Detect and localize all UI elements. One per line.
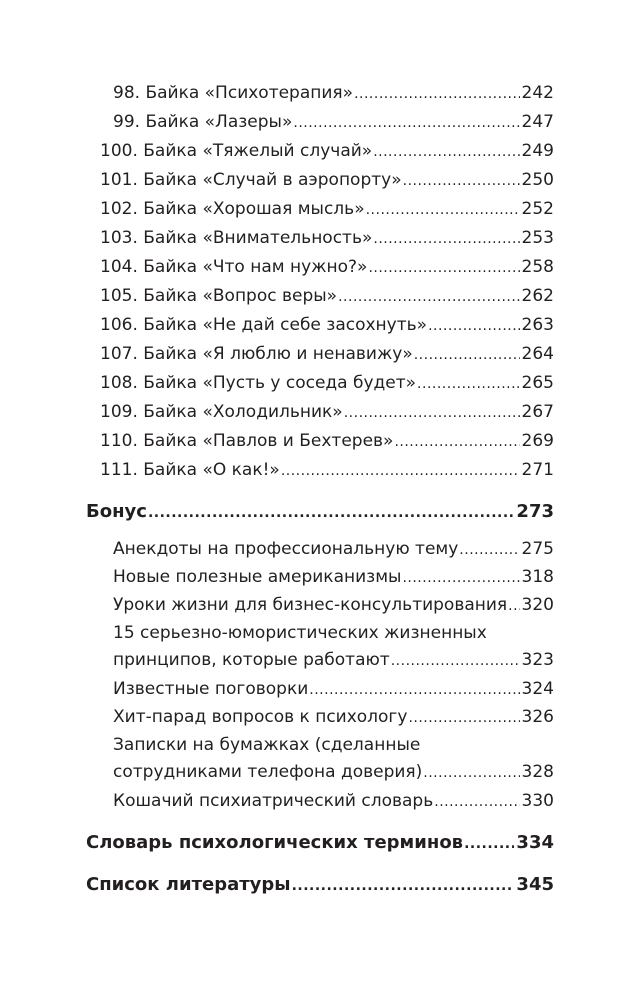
dot-leader [148, 499, 514, 527]
dot-leader [366, 196, 520, 224]
dot-leader [394, 428, 519, 456]
toc-entry[interactable] [100, 253, 554, 282]
dot-leader [434, 788, 519, 816]
entry-title: 111. Байка «О как!» [100, 460, 280, 480]
entry-title: 104. Байка «Что нам нужно?» [100, 257, 368, 277]
toc-entry[interactable] [113, 646, 554, 675]
dot-leader [508, 592, 519, 620]
dot-leader [403, 167, 520, 195]
entry-title: 105. Байка «Вопрос веры» [100, 286, 338, 306]
dot-leader [459, 536, 519, 564]
toc-entry[interactable] [113, 758, 554, 787]
entry-title: Новые полезные американизмы [113, 567, 402, 587]
page-number: 271 [521, 460, 554, 480]
page-number: 242 [521, 83, 554, 103]
dot-leader [423, 759, 519, 787]
entry-title: Анекдоты на профессиональную тему [113, 539, 459, 559]
toc-entry[interactable] [113, 535, 554, 564]
toc-entry[interactable] [100, 398, 554, 427]
dot-leader [408, 704, 519, 732]
page-number: 250 [521, 170, 554, 190]
toc-entry[interactable] [113, 79, 554, 108]
section-title: Список литературы [86, 874, 291, 895]
entry-title: 110. Байка «Павлов и Бехтерев» [100, 431, 394, 451]
entry-title: принципов, которые работают [113, 650, 390, 670]
dot-leader [338, 283, 519, 311]
dot-leader [344, 399, 520, 427]
toc-entry[interactable] [113, 108, 554, 137]
page-number: 320 [521, 595, 554, 615]
page-number: 318 [521, 567, 554, 587]
entry-title-line1: 15 серьезно-юмористических жизненных [113, 623, 487, 643]
page-number: 345 [516, 874, 554, 895]
dot-leader [428, 312, 519, 340]
entry-title: 101. Байка «Случай в аэропорту» [100, 170, 402, 190]
toc-entry[interactable] [113, 591, 554, 620]
entry-title: Известные поговорки [113, 679, 309, 699]
toc-entry[interactable] [100, 166, 554, 195]
dot-leader [464, 830, 514, 858]
entry-title: Хит-парад вопросов к психологу [113, 707, 408, 727]
toc-entry[interactable] [113, 675, 554, 704]
toc-entry[interactable] [113, 787, 554, 816]
page-number: 262 [521, 286, 554, 306]
toc-entry[interactable] [100, 282, 554, 311]
entry-title: 99. Байка «Лазеры» [113, 112, 293, 132]
entry-title: 107. Байка «Я люблю и ненавижу» [100, 344, 413, 364]
dot-leader [281, 457, 520, 485]
toc-entry[interactable] [100, 224, 554, 253]
toc-entry[interactable] [113, 563, 554, 592]
entry-title: 108. Байка «Пусть у соседа будет» [100, 373, 417, 393]
toc-section-glossary[interactable] [86, 829, 554, 858]
dot-leader [309, 676, 519, 704]
page-number: 273 [516, 501, 554, 522]
toc-entry[interactable] [100, 456, 554, 485]
dot-leader [391, 647, 520, 675]
page-number: 247 [521, 112, 554, 132]
entry-title: 103. Байка «Внимательность» [100, 228, 373, 248]
page-number: 263 [521, 315, 554, 335]
section-title: Бонус [86, 501, 147, 522]
page-number: 323 [521, 650, 554, 670]
page-number: 269 [521, 431, 554, 451]
dot-leader [417, 370, 520, 398]
section-title: Словарь психологических терминов [86, 832, 464, 853]
page-number: 264 [521, 344, 554, 364]
page-number: 249 [521, 141, 554, 161]
page-number: 267 [521, 402, 554, 422]
toc-section-references[interactable] [86, 871, 554, 900]
page-number: 265 [521, 373, 554, 393]
page-number: 330 [521, 791, 554, 811]
toc-entry[interactable] [100, 311, 554, 340]
dot-leader [402, 564, 519, 592]
page-number: 275 [521, 539, 554, 559]
page-number: 334 [516, 832, 554, 853]
dot-leader [373, 138, 519, 166]
toc-entry[interactable] [113, 703, 554, 732]
entry-title: 102. Байка «Хорошая мысль» [100, 199, 365, 219]
dot-leader [293, 109, 519, 137]
toc-entry[interactable] [100, 369, 554, 398]
dot-leader [373, 225, 519, 253]
dot-leader [368, 254, 519, 282]
toc-section-bonus[interactable] [86, 498, 554, 527]
dot-leader [354, 80, 519, 108]
entry-title: 106. Байка «Не дай себе засохнуть» [100, 315, 428, 335]
page-number: 258 [521, 257, 554, 277]
entry-title: Кошачий психиатрический словарь [113, 791, 434, 811]
entry-title: 100. Байка «Тяжелый случай» [100, 141, 373, 161]
page-number: 326 [521, 707, 554, 727]
entry-title: 98. Байка «Психотерапия» [113, 83, 354, 103]
entry-title-line1: Записки на бумажках (сделанные [113, 735, 421, 755]
page-number: 253 [521, 228, 554, 248]
toc-entry[interactable] [100, 195, 554, 224]
toc-entry[interactable] [100, 340, 554, 369]
entry-title: Уроки жизни для бизнес-консультирования [113, 595, 508, 615]
dot-leader [292, 872, 515, 900]
page-number: 328 [521, 762, 554, 782]
toc-entry[interactable] [100, 427, 554, 456]
toc-entry[interactable] [100, 137, 554, 166]
page-number: 324 [521, 679, 554, 699]
entry-title: сотрудниками телефона доверия) [113, 762, 423, 782]
entry-title: 109. Байка «Холодильник» [100, 402, 343, 422]
dot-leader [414, 341, 520, 369]
page-number: 252 [521, 199, 554, 219]
